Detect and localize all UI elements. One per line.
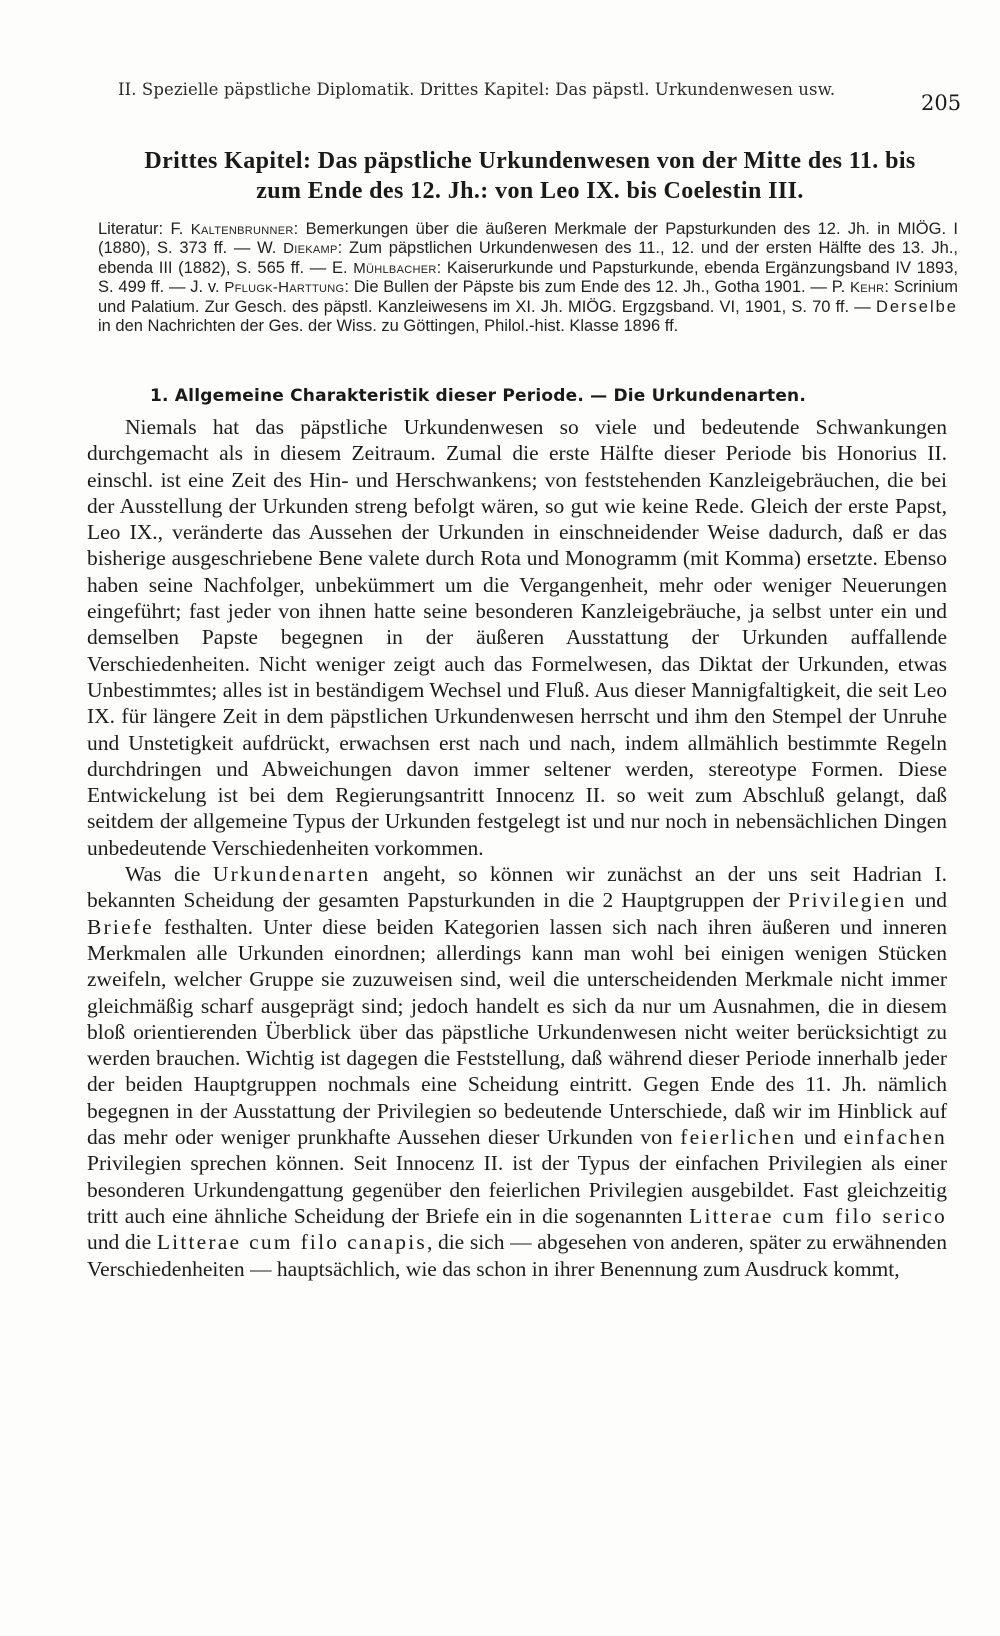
text-run: und — [796, 1125, 844, 1150]
author-name: Mühlbacher — [353, 259, 437, 277]
author-name: Kaltenbrunner — [190, 221, 294, 238]
text-run: , die sich — abgesehen von anderen, später zu erwähnenden Verschiedenheiten — hauptsächlich, wie das schon in ihrer Benennung zum Ausdruck kommt, — [87, 1230, 947, 1281]
emphasis-urkundenarten: Urkundenarten — [212, 862, 371, 887]
reference-text: : Scrinium und Palatium. Zur Gesch. des päpstl. Kanzleiwesens im XI. Jh. MIÖG. Ergzgsband. VI, 1901, S. 70 ff. — — [98, 278, 958, 316]
derselbe-ref: Derselbe — [875, 297, 958, 316]
literature-lead: Literatur: F. — [98, 220, 191, 238]
paragraph-2 — [87, 861, 947, 1282]
author-name: Diekamp — [283, 240, 338, 258]
reference-text: : Bemerkungen über die äußeren Merkmale der Papsturkunden des 12. Jh. in MIÖG. I (1880), S. 373 ff. — W. — [98, 220, 958, 258]
emphasis-litterae-canapis: Litterae cum filo canapis — [156, 1230, 427, 1255]
chapter-title-line-2: zum Ende des 12. Jh.: von Leo IX. bis Coelestin III. — [256, 178, 804, 204]
section-title: 1. Allgemeine Charakteristik dieser Periode. — Die Urkundenarten. — [150, 386, 807, 406]
text-run: angeht, so können wir zunächst an der uns seit Hadrian I. bekannten Scheidung der gesamten Papsturkunden in die 2 Hauptgruppen der — [87, 862, 947, 913]
text-run: Privilegien sprechen können. Seit Innocenz II. ist der Typus der einfachen Privilegien als einer besonderen Urkundengattung gegenüber den feierlichen Privilegien ausgebildet. Fast gleichzeitig tritt auch eine ähnliche Scheidung der Briefe ein in die sogenannten — [87, 1151, 947, 1228]
emphasis-einfachen: einfachen — [843, 1125, 948, 1150]
emphasis-litterae-serico: Litterae cum filo serico — [689, 1203, 947, 1228]
emphasis-briefe: Briefe — [87, 914, 154, 939]
reference-text: : Zum päpstlichen Urkundenwesen des 11., 12. und der ersten Hälfte des 13. Jh., ebenda III (1882), S. 565 ff. — E. — [98, 239, 958, 277]
author-name: Kehr — [849, 279, 885, 297]
chapter-title — [90, 146, 970, 206]
reference-text: : Die Bullen der Päpste bis zum Ende des 12. Jh., Gotha 1901. — P. — [344, 278, 850, 297]
emphasis-feierlichen: feierlichen — [680, 1125, 797, 1150]
paragraph-1: Niemals hat das päpstliche Urkundenwesen so viele und bedeutende Schwankungen durchgemacht als in diesem Zeitraum. Zumal die erste Hälfte dieser Periode bis Honorius II. einschl. ist eine Zeit des Hin- und Herschwankens; von feststehenden Kanzleigebräuchen, die bei der Ausstellung der Urkunden streng befolgt wären, so gut wie keine Rede. Gleich der erste Papst, Leo IX., veränderte das Aussehen der Urkunden in einschneidender Weise dadurch, daß er das bisherige ausgeschriebene Bene valete durch Rota und Monogramm (mit Komma) ersetzte. Ebenso haben seine Nachfolger, unbekümmert um die Vergangenheit, mehr oder weniger Neuerungen eingeführt; fast jeder von ihnen hatte seine besonderen Kanzleigebräuche, ja selbst unter ein und demselben Papste begegnen in der äußeren Ausstattung der Urkunden auffallende Verschiedenheiten. Nicht weniger zeigt auch das Formelwesen, das Diktat der Urkunden, etwas Unbestimmtes; alles ist in beständigem Wechsel und Fluß. Aus dieser Mannigfaltigkeit, die seit Leo IX. für längere Zeit in dem päpstlichen Urkundenwesen herrscht und ihm den Stempel der Unruhe und Unstetigkeit aufdrückt, erwachsen erst nach und nach, indem allmählich bestimmte Regeln durchdringen und Abweichungen davon immer seltener werden, stereotype Formen. Diese Entwickelung ist bei dem Regierungsantritt Innocenz II. so weit zum Abschluß gelangt, daß seitdem der allgemeine Typus der Urkunden festgelegt ist und nur noch in nebensächlichen Dingen unbedeutende Verschiedenheiten vorkommen. — [87, 415, 947, 860]
emphasis-privilegien: Privilegien — [788, 888, 907, 913]
reference-text: : Kaiserurkunde und Papsturkunde, ebenda Ergänzungsband IV 1893, S. 499 ff. — J. v. — [98, 258, 958, 297]
text-run: und die — [87, 1230, 157, 1255]
body-text — [87, 414, 947, 1282]
page-number: 205 — [921, 91, 962, 115]
text-run: Was die — [125, 862, 213, 887]
running-header: II. Spezielle päpstliche Diplomatik. Drittes Kapitel: Das päpstl. Urkundenwesen usw. — [118, 80, 836, 99]
text-run: festhalten. Unter diese beiden Kategorien lassen sich nach ihren äußeren und inneren Merkmalen alle Urkunden einordnen; allerdings kann man wohl bei einigen wenigen Stücken zweifeln, welcher Gruppe sie zuzuweisen sind, weil die unterscheidenden Merkmale nicht immer gleichmäßig scharf ausgeprägt sind; jedoch handelt es sich da nur um Ausnahmen, die in diesem bloß orientierenden Überblick über das päpstliche Urkundenwesen nicht weiter berücksichtigt zu werden brauchen. Wichtig ist dagegen die Feststellung, daß während dieser Periode innerhalb jeder der beiden Hauptgruppen nochmals eine Scheidung eintritt. Gegen Ende des 11. Jh. nämlich begegnen in der Ausstattung der Privilegien so bedeutende Unterschiede, daß wir im Hinblick auf das mehr oder weniger prunkhafte Aussehen dieser Urkunden von — [87, 914, 947, 1150]
text-run: und — [906, 888, 948, 913]
reference-text: in den Nachrichten der Ges. der Wiss. zu Göttingen, Philol.-hist. Klasse 1896 ff. — [98, 317, 679, 336]
chapter-title-line-1: Drittes Kapitel: Das päpstliche Urkundenwesen von der Mitte des 11. bis — [144, 148, 916, 174]
author-name: Pflugk-Harttung — [224, 279, 345, 297]
literature-references — [98, 220, 958, 336]
